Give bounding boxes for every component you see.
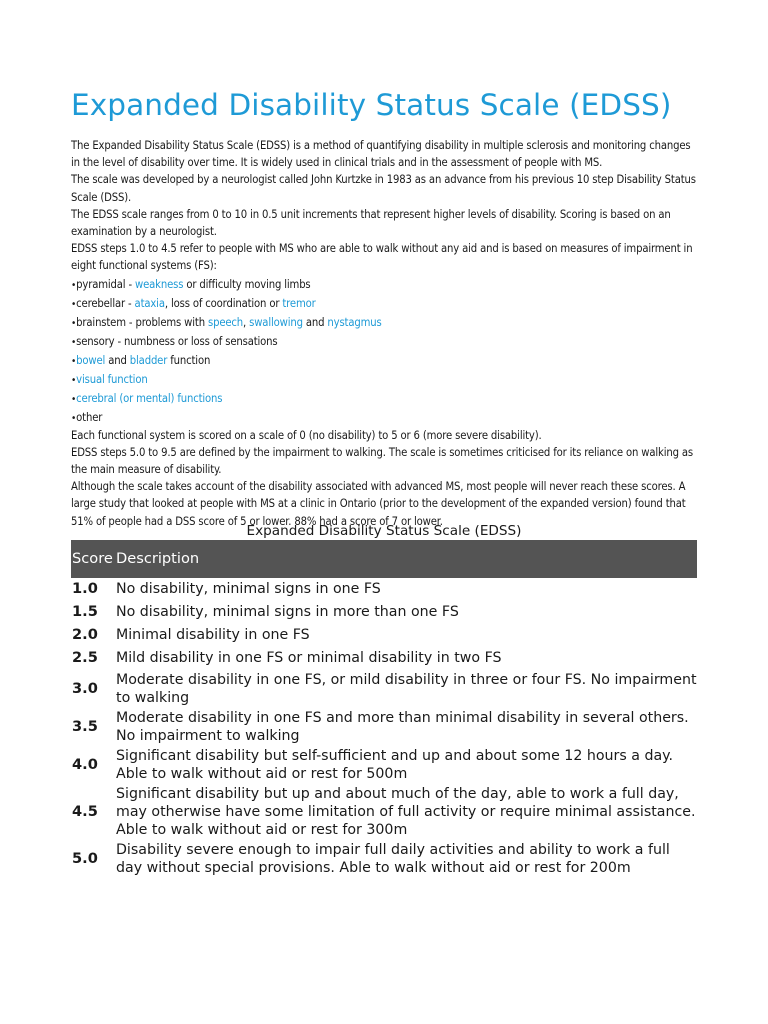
table-caption: Expanded Disability Status Scale (EDSS): [246, 522, 522, 539]
header-score: Score: [71, 540, 116, 578]
list-item: [71, 294, 697, 313]
description-cell: Minimal disability in one FS: [116, 627, 310, 644]
table-row: [71, 670, 697, 708]
list-item-text: and: [302, 315, 328, 329]
bullet-glyph: •: [71, 336, 77, 348]
description-cell: Moderate disability in one FS, or mild disability in three or four FS. No impairment to walking: [116, 671, 697, 706]
link[interactable]: visual function: [76, 372, 148, 386]
list-item-text: , loss of coordination or: [164, 296, 283, 310]
description-cell: Moderate disability in one FS and more than minimal disability in several others. No impairment to walking: [116, 709, 689, 744]
paragraph: Although the scale takes account of the disability associated with advanced MS, most people will never reach these scores. A large study that looked at people with MS at a clinic in Ontario (prior to the development of the expanded version) found that 51% of people had a DSS score of 5 or lower. 88% had a score of 7 or lower.: [71, 480, 686, 528]
link[interactable]: bowel: [76, 353, 106, 367]
functional-systems-list: [71, 275, 697, 427]
paragraph: EDSS steps 5.0 to 9.5 are defined by the impairment to walking. The scale is sometimes criticised for its reliance on walking as the main measure of disability.: [71, 445, 693, 477]
table-row: [71, 708, 697, 746]
bullet-glyph: •: [71, 298, 77, 310]
description-cell: Significant disability but up and about much of the day, able to work a full day, may otherwise have some limitation of full activity or require minimal assistance. Able to walk without aid or rest for 300m: [116, 785, 696, 838]
list-item: [71, 275, 697, 294]
list-item-text: function: [167, 353, 211, 367]
table-body: [71, 578, 697, 878]
link[interactable]: bladder: [129, 353, 168, 367]
description-cell: Mild disability in one FS or minimal disability in two FS: [116, 650, 502, 667]
score-cell: 4.5: [72, 802, 98, 820]
score-cell: 1.0: [72, 580, 98, 598]
table-row: [71, 784, 697, 840]
body-text: [71, 137, 697, 530]
list-item-text: and: [105, 353, 130, 367]
list-item: [71, 389, 697, 408]
list-item-text: brainstem - problems with: [76, 315, 208, 329]
document-page: [71, 0, 697, 878]
list-item: [71, 313, 697, 332]
table-row: [71, 578, 697, 601]
score-cell: 1.5: [72, 603, 98, 621]
score-cell: 3.5: [72, 717, 98, 735]
list-item-text: ,: [243, 315, 250, 329]
list-item-text: sensory - numbness or loss of sensations: [76, 334, 278, 348]
link[interactable]: cerebral (or mental) functions: [76, 391, 223, 405]
link[interactable]: ataxia: [134, 296, 165, 310]
score-cell: 3.0: [72, 679, 98, 697]
score-cell: 4.0: [72, 755, 98, 773]
score-cell: 5.0: [72, 849, 98, 867]
score-cell: 2.5: [72, 649, 98, 667]
page-title: Expanded Disability Status Scale (EDSS): [71, 88, 672, 122]
score-cell: 2.0: [72, 626, 98, 644]
link[interactable]: weakness: [135, 277, 184, 291]
link[interactable]: swallowing: [249, 315, 303, 329]
paragraph: Each functional system is scored on a scale of 0 (no disability) to 5 or 6 (more severe disability).: [71, 428, 542, 442]
description-cell: Disability severe enough to impair full daily activities and ability to work a full day without special provisions. Able to walk without aid or rest for 200m: [116, 841, 670, 876]
bullet-glyph: •: [71, 279, 77, 291]
list-item: [71, 351, 697, 370]
bullet-glyph: •: [71, 374, 77, 386]
list-item-text: pyramidal -: [76, 277, 136, 291]
list-item-text: other: [76, 410, 103, 424]
list-item: [71, 408, 697, 427]
bullet-glyph: •: [71, 317, 77, 329]
list-item-text: cerebellar -: [76, 296, 135, 310]
table-row: [71, 624, 697, 647]
description-cell: No disability, minimal signs in more than one FS: [116, 604, 459, 621]
bullet-glyph: •: [71, 412, 77, 424]
link[interactable]: speech: [207, 315, 244, 329]
paragraph: EDSS steps 1.0 to 4.5 refer to people with MS who are able to walk without any aid and is based on measures of impairment in eight functional systems (FS):: [71, 242, 693, 273]
paragraph: The Expanded Disability Status Scale (EDSS) is a method of quantifying disability in multiple sclerosis and monitoring changes in the level of disability over time. It is widely used in clinical trials and in the assessment of people with MS.: [71, 139, 691, 170]
bullet-glyph: •: [71, 355, 77, 367]
edss-table: [71, 540, 697, 878]
table-header-row: [71, 540, 697, 578]
header-description: Description: [116, 540, 697, 578]
table-row: [71, 746, 697, 784]
paragraph: The EDSS scale ranges from 0 to 10 in 0.5 unit increments that represent higher levels of disability. Scoring is based on an examination by a neurologist.: [71, 207, 671, 239]
list-item: [71, 370, 697, 389]
list-item: [71, 332, 697, 351]
paragraph: The scale was developed by a neurologist called John Kurtzke in 1983 as an advance from his previous 10 step Disability Status Scale (DSS).: [71, 173, 696, 204]
table-row: [71, 647, 697, 670]
link[interactable]: tremor: [282, 296, 316, 310]
table-row: [71, 840, 697, 878]
link[interactable]: nystagmus: [327, 315, 382, 329]
bullet-glyph: •: [71, 393, 77, 405]
description-cell: No disability, minimal signs in one FS: [116, 581, 381, 598]
list-item-text: or difficulty moving limbs: [183, 277, 311, 291]
table-row: [71, 601, 697, 624]
description-cell: Significant disability but self-sufficient and up and about some 12 hours a day. Able to walk without aid or rest for 500m: [116, 747, 674, 782]
